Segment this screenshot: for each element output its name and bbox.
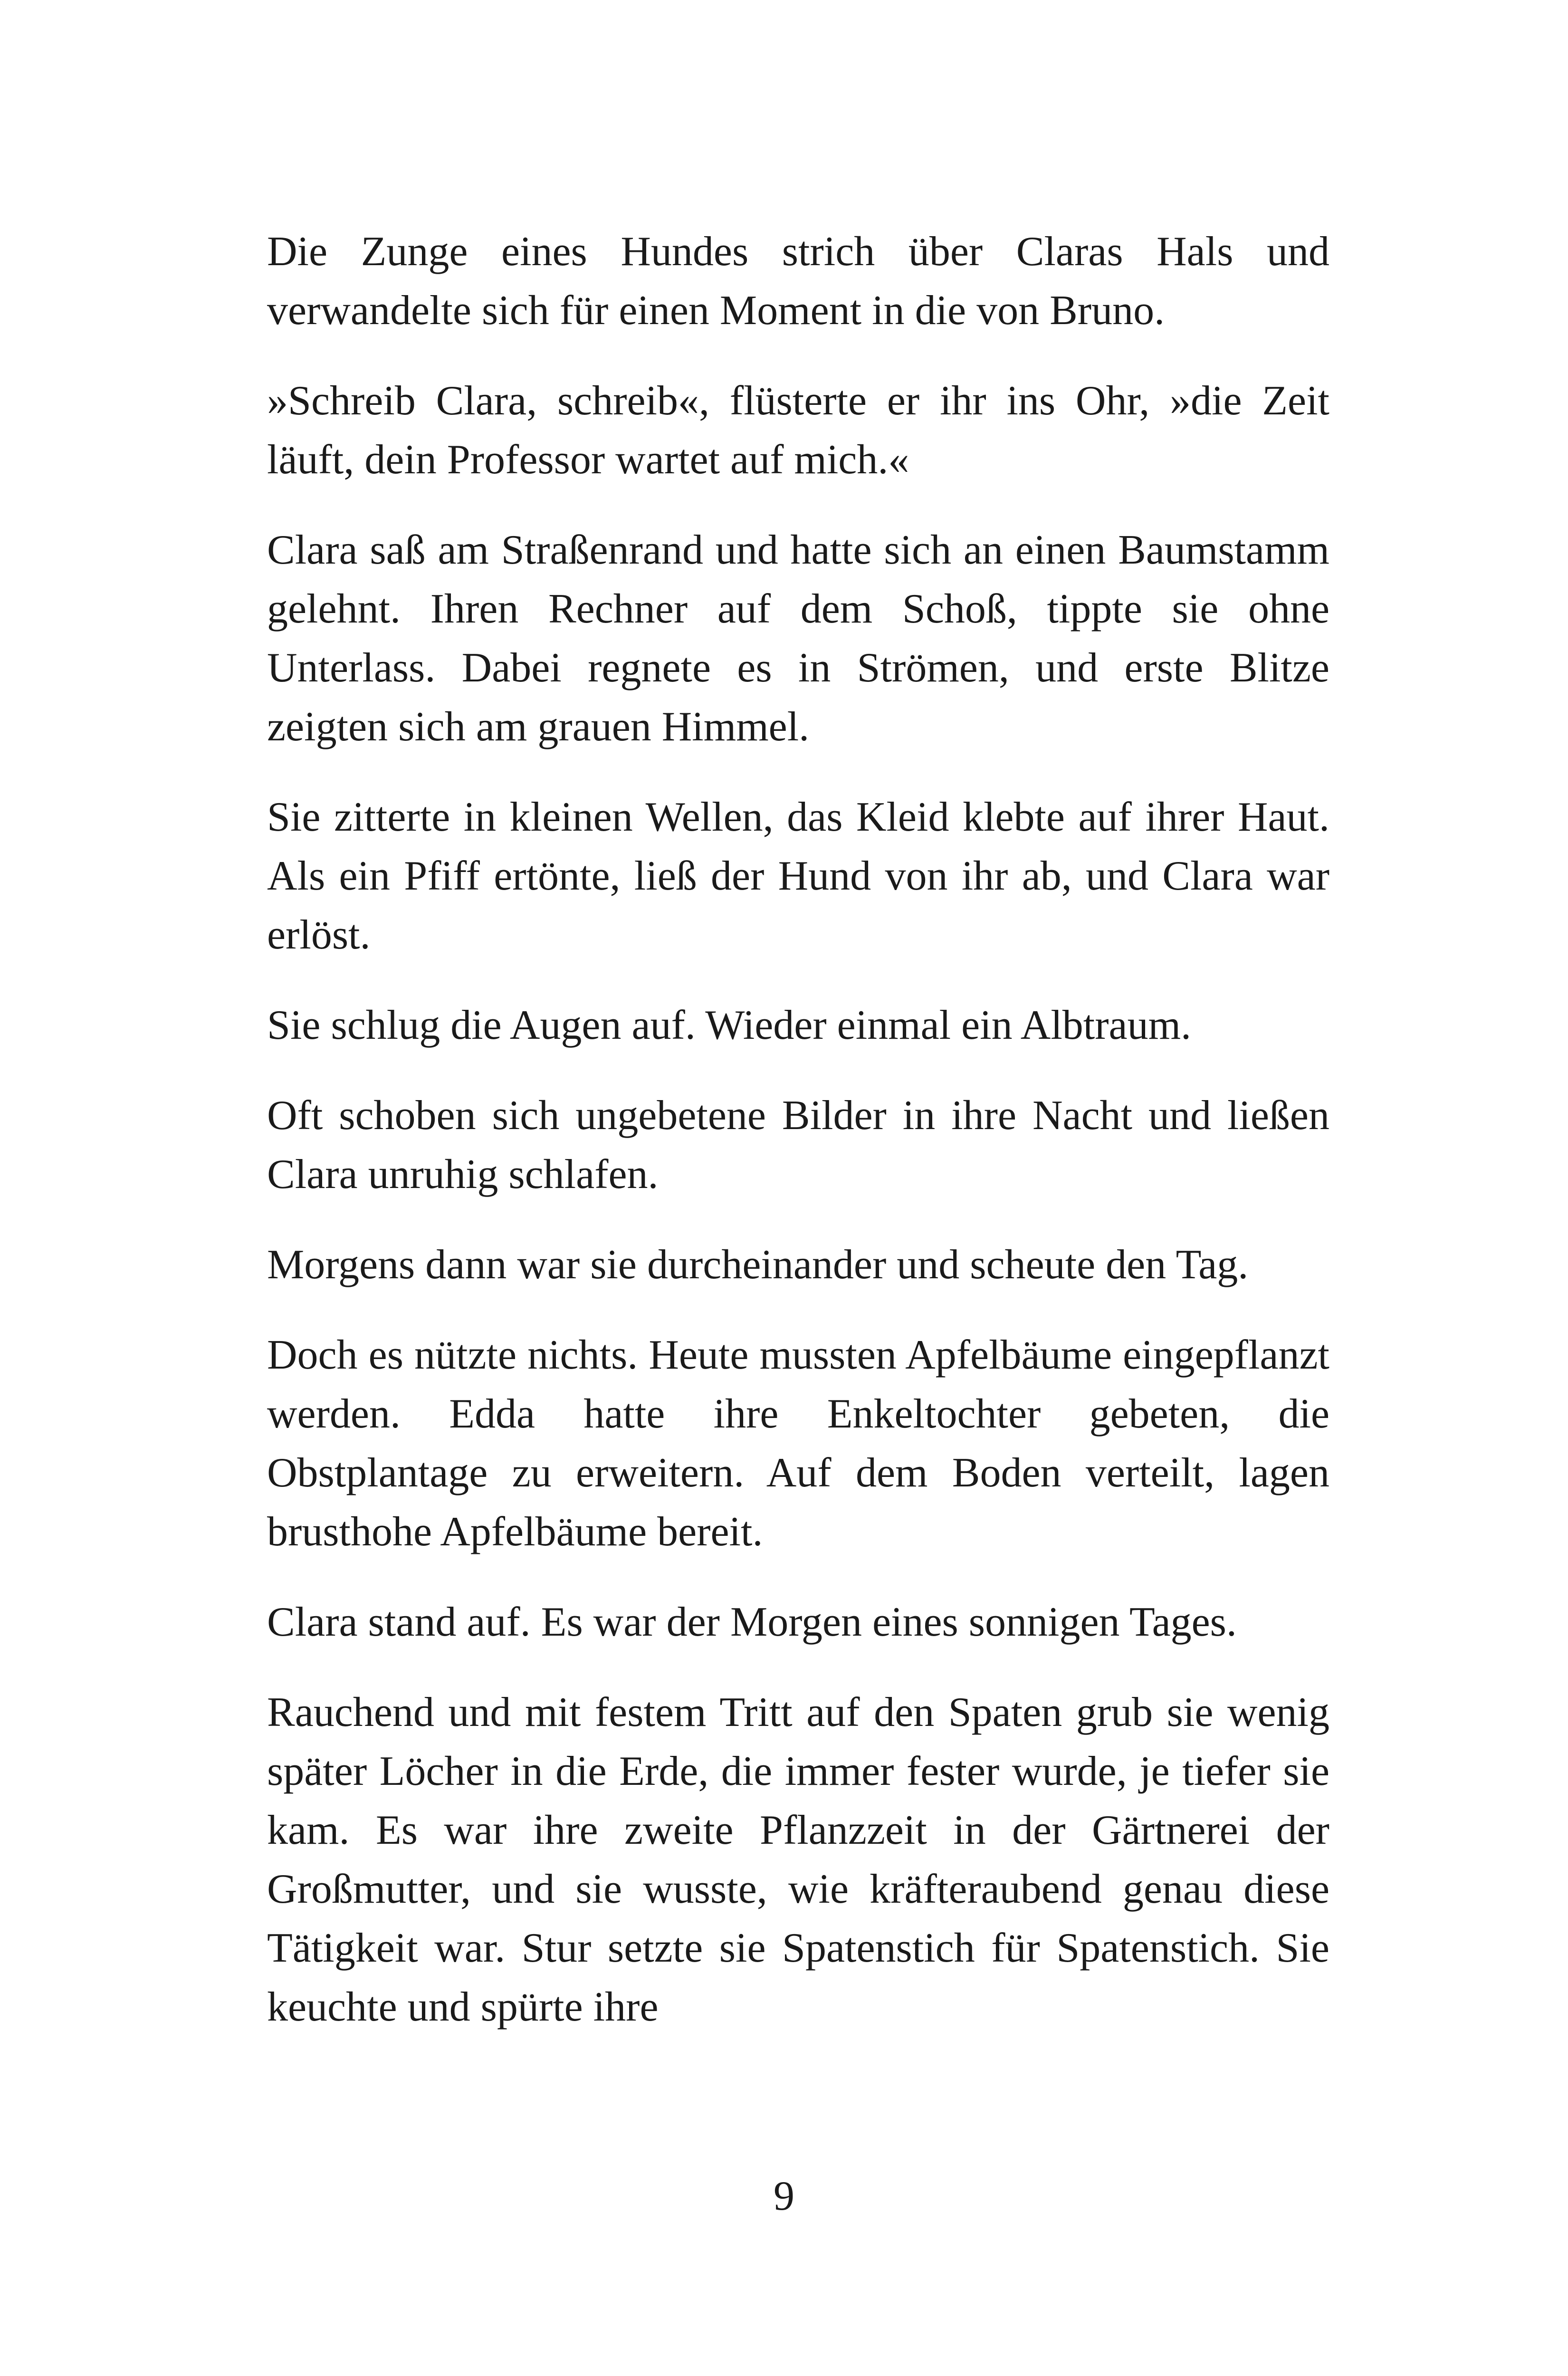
paragraph-8: Doch es nützte nichts. Heute mussten Apfelbäume eingepflanzt werden. Edda hatte ihre Enkeltochter gebeten, die Obstplantage zu erweitern. Auf dem Boden verteilt, lagen brusthohe Apfelbäume bereit.	[267, 1332, 1329, 1555]
paragraph-6: Oft schoben sich ungebetene Bilder in ihre Nacht und ließen Clara unruhig schlafen.	[267, 1092, 1329, 1198]
paragraph-1: Die Zunge eines Hundes strich über Claras Hals und verwandelte sich für einen Moment in die von Bruno.	[267, 229, 1329, 334]
body-text	[267, 222, 1329, 2068]
paragraph-7: Morgens dann war sie durcheinander und scheute den Tag.	[267, 1242, 1249, 1288]
paragraph-4: Sie zitterte in kleinen Wellen, das Kleid klebte auf ihrer Haut. Als ein Pfiff ertönte, ließ der Hund von ihr ab, und Clara war erlöst.	[267, 794, 1329, 958]
page-number: 9	[774, 2173, 794, 2219]
paragraph-2: »Schreib Clara, schreib«, flüsterte er ihr ins Ohr, »die Zeit läuft, dein Professor wartet auf mich.«	[267, 378, 1329, 483]
paragraph-3: Clara saß am Straßenrand und hatte sich an einen Baumstamm gelehnt. Ihren Rechner auf dem Schoß, tippte sie ohne Unterlass. Dabei regnete es in Strömen, und erste Blitze zeigten sich am grauen Himmel.	[267, 527, 1329, 750]
paragraph-5: Sie schlug die Augen auf. Wieder einmal ein Albtraum.	[267, 1002, 1192, 1048]
paragraph-9: Clara stand auf. Es war der Morgen eines sonnigen Tages.	[267, 1599, 1237, 1645]
paragraph-10: Rauchend und mit festem Tritt auf den Spaten grub sie wenig später Löcher in die Erde, die immer fester wurde, je tiefer sie kam. Es war ihre zweite Pflanzzeit in der Gärtnerei der Großmutter, und sie wusste, wie kräfteraubend genau diese Tätigkeit war. Stur setzte sie Spatenstich für Spatenstich. Sie keuchte und spürte ihre	[267, 1689, 1329, 2030]
